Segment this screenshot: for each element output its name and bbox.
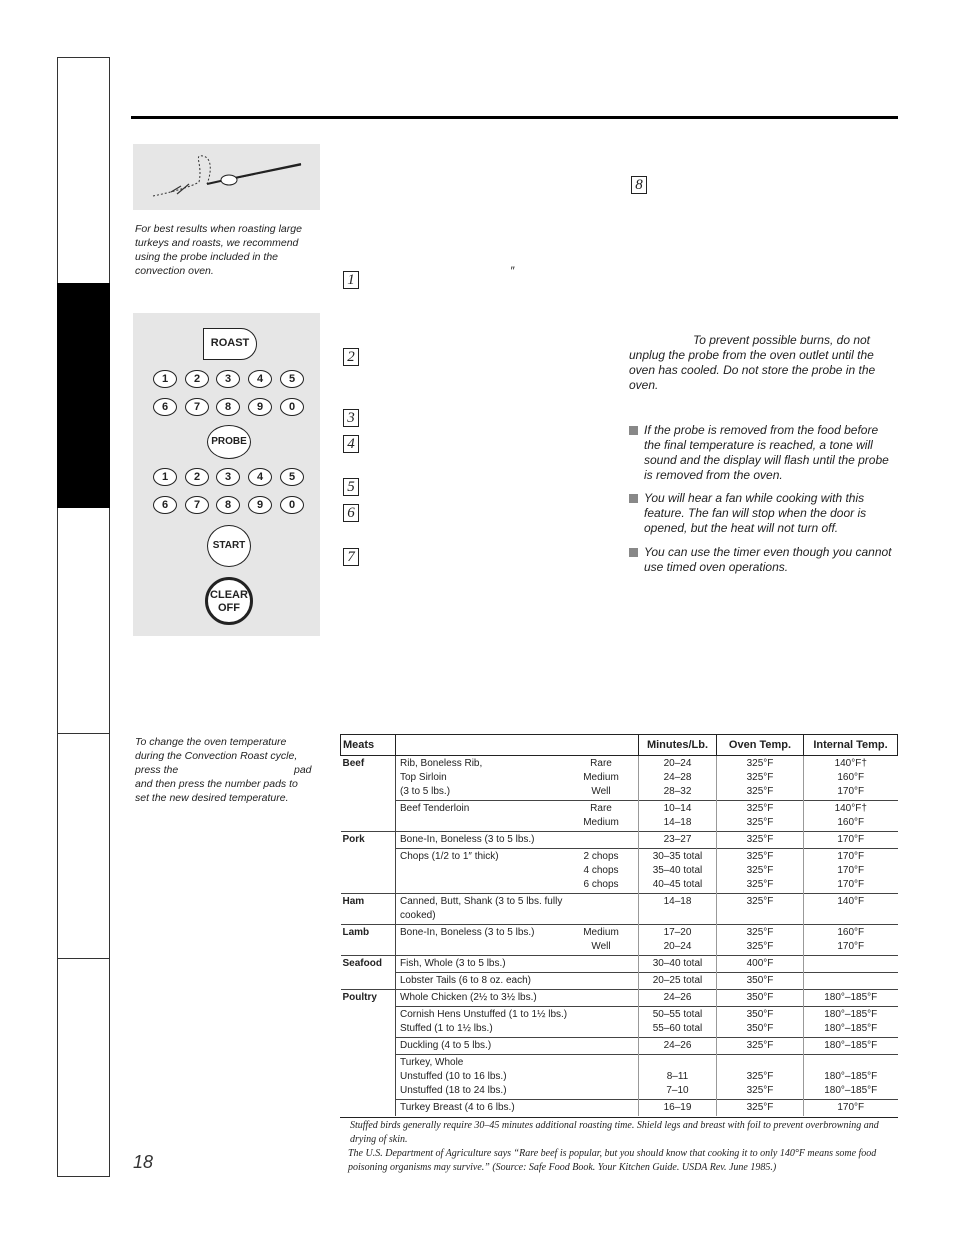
oven-temp-line: 350°F bbox=[746, 1023, 774, 1034]
oven-temp bbox=[717, 973, 804, 990]
off-label: OFF bbox=[218, 602, 240, 614]
caption-text: pad bbox=[294, 764, 312, 776]
doneness: Medium bbox=[583, 817, 619, 828]
cut-description: Stuffed (1 to 1½ lbs.) bbox=[400, 1023, 493, 1034]
oven-temp-line: 325°F bbox=[746, 896, 774, 907]
table-row bbox=[341, 832, 898, 849]
step-7-box: 7 bbox=[343, 548, 359, 566]
clear-label: CLEAR bbox=[210, 589, 248, 601]
num-key[interactable]: 8 bbox=[216, 496, 240, 514]
cut-cell bbox=[396, 925, 639, 956]
num-key[interactable]: 2 bbox=[185, 468, 209, 486]
minutes-per-lb bbox=[639, 894, 717, 925]
minutes-per-lb bbox=[639, 832, 717, 849]
cut-description: Canned, Butt, Shank (3 to 5 lbs. fully cooked) bbox=[400, 896, 563, 921]
cut-description: Rib, Boneless Rib, bbox=[400, 758, 483, 769]
cut-cell bbox=[396, 1100, 639, 1117]
internal-temp-line: 160°F bbox=[837, 772, 865, 783]
internal-temp-line: 180°–185°F bbox=[824, 992, 878, 1003]
table-row bbox=[341, 1007, 898, 1038]
internal-temp bbox=[804, 756, 898, 801]
oven-temp-line: 350°F bbox=[746, 975, 774, 986]
internal-temp bbox=[804, 1007, 898, 1038]
internal-temp bbox=[804, 990, 898, 1007]
minutes-per-lb-line: 17–20 bbox=[663, 927, 692, 938]
cut-cell bbox=[396, 973, 639, 990]
oven-temp-line: 350°F bbox=[746, 992, 774, 1003]
oven-temp-line: 325°F bbox=[746, 879, 774, 890]
cut-cell bbox=[396, 894, 639, 925]
num-key[interactable]: 1 bbox=[153, 468, 177, 486]
internal-temp bbox=[804, 973, 898, 990]
cut-cell bbox=[396, 1007, 639, 1038]
footnote-stuffing: Stuffed birds generally require 30–45 minutes additional roasting time. Shield legs and breast with foil to prevent overbrowning and drying of skin. bbox=[350, 1120, 879, 1145]
cut-description: Duckling (4 to 5 lbs.) bbox=[400, 1040, 492, 1051]
cut-description: Lobster Tails (6 to 8 oz. each) bbox=[400, 975, 531, 986]
internal-temp-line: 180°–185°F bbox=[824, 1071, 878, 1082]
caution-note: To prevent possible burns, do not unplug the probe from the oven outlet until the oven has cooled. Do not store the probe in the oven. bbox=[629, 333, 876, 392]
internal-temp bbox=[804, 1038, 898, 1055]
caption-line: set the new desired temperature. bbox=[135, 792, 289, 804]
header-cut bbox=[396, 735, 639, 756]
num-key[interactable]: 6 bbox=[153, 496, 177, 514]
doneness: 6 chops bbox=[583, 879, 619, 890]
caption-line: To change the oven temperature bbox=[135, 736, 287, 748]
meat-category: Lamb bbox=[341, 925, 396, 956]
cut-cell bbox=[396, 990, 639, 1007]
minutes-per-lb-line: 20–24 bbox=[663, 941, 692, 952]
cut-description: Top Sirloin bbox=[400, 772, 447, 783]
internal-temp-line: 140°F bbox=[837, 896, 865, 907]
oven-temp bbox=[717, 1007, 804, 1038]
internal-temp-line: 180°–185°F bbox=[824, 1085, 878, 1096]
minutes-per-lb-line: 55–60 total bbox=[652, 1023, 703, 1034]
doneness bbox=[572, 1056, 634, 1070]
cut-line bbox=[400, 878, 634, 892]
meat-category bbox=[341, 801, 396, 832]
doneness bbox=[572, 974, 634, 988]
caption-line bbox=[135, 763, 320, 777]
doneness: Medium bbox=[583, 927, 619, 938]
doneness: Well bbox=[591, 941, 611, 952]
cut-description: Bone-In, Boneless (3 to 5 lbs.) bbox=[400, 927, 535, 938]
cut-description: Beef Tenderloin bbox=[400, 803, 470, 814]
minutes-per-lb-line: 30–35 total bbox=[652, 851, 703, 862]
cut-cell bbox=[396, 832, 639, 849]
bullet-note bbox=[644, 545, 896, 575]
num-key[interactable]: 9 bbox=[248, 496, 272, 514]
table-header-row bbox=[341, 735, 898, 756]
minutes-per-lb-line: 14–18 bbox=[663, 817, 692, 828]
minutes-per-lb-line: 16–19 bbox=[663, 1102, 692, 1113]
internal-temp-line: 170°F bbox=[837, 865, 865, 876]
minutes-per-lb-line: 14–18 bbox=[663, 896, 692, 907]
change-temp-caption bbox=[135, 735, 320, 805]
header-rule bbox=[131, 116, 898, 119]
num-key[interactable]: 6 bbox=[153, 398, 177, 416]
cut-cell bbox=[396, 756, 639, 801]
num-key[interactable]: 7 bbox=[185, 496, 209, 514]
minutes-per-lb bbox=[639, 801, 717, 832]
oven-temp bbox=[717, 1038, 804, 1055]
roasting-guide-table bbox=[340, 734, 898, 1116]
cut-line bbox=[400, 1101, 634, 1115]
footnote-usda: The U.S. Department of Agriculture says “Rare beef is popular, but you should know that cooking it to only 140°F means some food poisoning organisms may survive.” (Source: Safe Food Book. Your Kitchen Guide. USDA Rev. June 1985.) bbox=[348, 1148, 877, 1173]
minutes-per-lb-line: 24–26 bbox=[663, 992, 692, 1003]
caption-text: press the bbox=[135, 764, 179, 776]
num-key[interactable]: 5 bbox=[280, 468, 304, 486]
cut-line bbox=[400, 833, 634, 847]
oven-temp bbox=[717, 849, 804, 894]
minutes-per-lb-line: 20–25 total bbox=[652, 975, 703, 986]
internal-temp bbox=[804, 832, 898, 849]
meat-category: Poultry bbox=[341, 990, 396, 1007]
minutes-per-lb-line: 30–40 total bbox=[652, 958, 703, 969]
cut-description: Chops (1/2 to 1″ thick) bbox=[400, 851, 499, 862]
minutes-per-lb bbox=[639, 1055, 717, 1100]
probe-illustration bbox=[133, 144, 320, 210]
doneness bbox=[572, 1039, 634, 1053]
minutes-per-lb-line: 28–32 bbox=[663, 786, 692, 797]
minutes-per-lb-line: 50–55 total bbox=[652, 1009, 703, 1020]
table-row bbox=[341, 990, 898, 1007]
cut-line bbox=[400, 1039, 634, 1053]
page-number: 18 bbox=[133, 1152, 154, 1172]
step-1-text: ″ bbox=[510, 264, 515, 278]
oven-temp bbox=[717, 990, 804, 1007]
oven-temp-line: 325°F bbox=[746, 851, 774, 862]
cut-description: Turkey Breast (4 to 6 lbs.) bbox=[400, 1102, 515, 1113]
clear-off-key[interactable] bbox=[205, 577, 253, 625]
doneness bbox=[578, 895, 634, 923]
internal-temp-line: 180°–185°F bbox=[824, 1009, 878, 1020]
cut-line bbox=[400, 785, 634, 799]
cut-description: Bone-In, Boneless (3 to 5 lbs.) bbox=[400, 834, 535, 845]
table-row bbox=[341, 756, 898, 801]
keypad-illustration bbox=[133, 313, 320, 636]
meat-category bbox=[341, 1100, 396, 1117]
doneness bbox=[572, 1070, 634, 1084]
cut-line bbox=[400, 864, 634, 878]
minutes-per-lb bbox=[639, 1038, 717, 1055]
num-key[interactable]: 8 bbox=[216, 398, 240, 416]
cut-line bbox=[400, 974, 634, 988]
num-key[interactable]: 7 bbox=[185, 398, 209, 416]
minutes-per-lb bbox=[639, 1100, 717, 1117]
active-section-tab bbox=[57, 283, 110, 508]
bullet-note bbox=[644, 423, 896, 483]
roast-key[interactable]: ROAST bbox=[203, 328, 257, 360]
internal-temp bbox=[804, 1055, 898, 1100]
cut-line bbox=[400, 757, 634, 771]
num-key[interactable]: 2 bbox=[185, 370, 209, 388]
meat-category bbox=[341, 1038, 396, 1055]
table-row bbox=[341, 1038, 898, 1055]
tab-divider bbox=[58, 733, 109, 734]
bullet-square-icon bbox=[629, 426, 638, 435]
minutes-per-lb-line: 7–10 bbox=[666, 1085, 689, 1096]
table-bottom-rule bbox=[340, 1117, 898, 1118]
cut-description: Cornish Hens Unstuffed (1 to 1½ lbs.) bbox=[400, 1009, 568, 1020]
cut-line bbox=[400, 771, 634, 785]
minutes-per-lb-line: 40–45 total bbox=[652, 879, 703, 890]
internal-temp-line: 170°F bbox=[837, 1102, 865, 1113]
doneness: Rare bbox=[590, 758, 612, 769]
minutes-per-lb bbox=[639, 956, 717, 973]
internal-temp-line: 160°F bbox=[837, 817, 865, 828]
internal-temp-line: 170°F bbox=[837, 941, 865, 952]
cut-cell bbox=[396, 801, 639, 832]
doneness: Well bbox=[591, 786, 611, 797]
oven-temp-line: 350°F bbox=[746, 1009, 774, 1020]
meat-category bbox=[341, 849, 396, 894]
header-oven-temp: Oven Temp. bbox=[717, 735, 804, 756]
oven-temp-line: 325°F bbox=[746, 834, 774, 845]
cut-line bbox=[400, 940, 634, 954]
minutes-per-lb bbox=[639, 973, 717, 990]
internal-temp-line: 180°–185°F bbox=[824, 1040, 878, 1051]
step-2-box: 2 bbox=[343, 348, 359, 366]
cut-line bbox=[400, 850, 634, 864]
oven-temp-line: 325°F bbox=[746, 941, 774, 952]
bullet-square-icon bbox=[629, 548, 638, 557]
cut-line bbox=[400, 895, 634, 923]
table-body bbox=[341, 756, 898, 1117]
meat-category: Seafood bbox=[341, 956, 396, 973]
probe-icon bbox=[133, 144, 320, 210]
doneness bbox=[572, 1084, 634, 1098]
internal-temp bbox=[804, 956, 898, 973]
table-row bbox=[341, 1100, 898, 1117]
oven-temp-line: 325°F bbox=[746, 1085, 774, 1096]
internal-temp bbox=[804, 894, 898, 925]
num-key[interactable]: 4 bbox=[248, 468, 272, 486]
oven-temp-line: 325°F bbox=[746, 817, 774, 828]
num-key[interactable]: 5 bbox=[280, 370, 304, 388]
doneness bbox=[572, 1101, 634, 1115]
cut-description: Unstuffed (18 to 24 lbs.) bbox=[400, 1085, 507, 1096]
tab-divider bbox=[58, 958, 109, 959]
cut-line bbox=[400, 1070, 634, 1084]
cut-line bbox=[400, 926, 634, 940]
header-internal-temp: Internal Temp. bbox=[804, 735, 898, 756]
minutes-per-lb-line: 24–28 bbox=[663, 772, 692, 783]
minutes-per-lb-line: 23–27 bbox=[663, 834, 692, 845]
oven-temp-line: 325°F bbox=[746, 1102, 774, 1113]
doneness bbox=[572, 1022, 634, 1036]
internal-temp bbox=[804, 849, 898, 894]
oven-temp bbox=[717, 832, 804, 849]
doneness: Medium bbox=[583, 772, 619, 783]
table-row bbox=[341, 894, 898, 925]
num-key[interactable]: 3 bbox=[216, 370, 240, 388]
cut-line bbox=[400, 1056, 634, 1070]
bullet-text: If the probe is removed from the food before the final temperature is reached, a tone will sound and the display will flash until the probe is removed from the oven. bbox=[644, 423, 889, 482]
doneness bbox=[572, 991, 634, 1005]
minutes-per-lb-line: 20–24 bbox=[663, 758, 692, 769]
internal-temp-line: 140°F† bbox=[834, 803, 867, 814]
minutes-per-lb-line bbox=[643, 1056, 712, 1070]
oven-temp-line: 325°F bbox=[746, 772, 774, 783]
cut-description: Unstuffed (10 to 16 lbs.) bbox=[400, 1071, 507, 1082]
oven-temp-line: 400°F bbox=[746, 958, 774, 969]
internal-temp-line: 160°F bbox=[837, 927, 865, 938]
minutes-per-lb-line: 24–26 bbox=[663, 1040, 692, 1051]
step-4-box: 4 bbox=[343, 435, 359, 453]
minutes-per-lb-line: 8–11 bbox=[666, 1071, 689, 1082]
cut-line bbox=[400, 802, 634, 816]
oven-temp-line: 325°F bbox=[746, 927, 774, 938]
header-minutes: Minutes/Lb. bbox=[639, 735, 717, 756]
meat-category: Pork bbox=[341, 832, 396, 849]
cut-cell bbox=[396, 956, 639, 973]
meat-category bbox=[341, 1055, 396, 1100]
oven-temp-line: 325°F bbox=[746, 1071, 774, 1082]
oven-temp bbox=[717, 801, 804, 832]
oven-temp-line bbox=[721, 1056, 799, 1070]
bullet-text: You will hear a fan while cooking with this feature. The fan will stop when the door is opened, but the heat will not turn off. bbox=[644, 491, 867, 535]
internal-temp-line bbox=[808, 1056, 894, 1070]
table-row bbox=[341, 956, 898, 973]
minutes-per-lb bbox=[639, 756, 717, 801]
oven-temp bbox=[717, 1100, 804, 1117]
minutes-per-lb bbox=[639, 849, 717, 894]
internal-temp-line: 170°F bbox=[837, 851, 865, 862]
num-key[interactable]: 4 bbox=[248, 370, 272, 388]
cut-line bbox=[400, 991, 634, 1005]
step-6-box: 6 bbox=[343, 504, 359, 522]
meat-category: Ham bbox=[341, 894, 396, 925]
meat-category: Beef bbox=[341, 756, 396, 801]
internal-temp-line: 170°F bbox=[837, 879, 865, 890]
doneness: 2 chops bbox=[583, 851, 619, 862]
oven-temp-line: 325°F bbox=[746, 1040, 774, 1051]
table-row bbox=[341, 973, 898, 990]
cut-description: Whole Chicken (2½ to 3½ lbs.) bbox=[400, 992, 537, 1003]
internal-temp-line bbox=[808, 957, 894, 971]
cut-line bbox=[400, 1084, 634, 1098]
table-row bbox=[341, 1055, 898, 1100]
doneness: Rare bbox=[590, 803, 612, 814]
internal-temp-line: 170°F bbox=[837, 786, 865, 797]
meat-category bbox=[341, 973, 396, 990]
oven-temp bbox=[717, 756, 804, 801]
oven-temp bbox=[717, 894, 804, 925]
bullet-text: You can use the timer even though you cannot use timed oven operations. bbox=[644, 545, 892, 574]
step-5-box: 5 bbox=[343, 478, 359, 496]
internal-temp-line: 180°–185°F bbox=[824, 1023, 878, 1034]
oven-temp bbox=[717, 956, 804, 973]
cut-description: (3 to 5 lbs.) bbox=[400, 786, 451, 797]
step-3-box: 3 bbox=[343, 409, 359, 427]
cut-line bbox=[400, 1008, 634, 1022]
minutes-per-lb bbox=[639, 925, 717, 956]
oven-temp bbox=[717, 1055, 804, 1100]
doneness bbox=[572, 833, 634, 847]
minutes-per-lb-line: 10–14 bbox=[663, 803, 692, 814]
cut-description: Turkey, Whole bbox=[400, 1057, 464, 1068]
oven-temp-line: 325°F bbox=[746, 865, 774, 876]
num-key[interactable]: 0 bbox=[280, 398, 304, 416]
bullet-note bbox=[644, 491, 884, 536]
doneness: 4 chops bbox=[583, 865, 619, 876]
table-row bbox=[341, 925, 898, 956]
probe-caption: For best results when roasting large turkeys and roasts, we recommend using the probe included in the convection oven. bbox=[135, 223, 302, 277]
cut-line bbox=[400, 816, 634, 830]
caption-line: during the Convection Roast cycle, bbox=[135, 750, 298, 762]
caption-line: and then press the number pads to bbox=[135, 778, 298, 790]
cut-line bbox=[400, 957, 634, 971]
table-row bbox=[341, 849, 898, 894]
internal-temp-line: 170°F bbox=[837, 834, 865, 845]
internal-temp bbox=[804, 801, 898, 832]
meat-category bbox=[341, 1007, 396, 1038]
probe-key[interactable]: PROBE bbox=[207, 425, 251, 459]
internal-temp-line bbox=[808, 974, 894, 988]
oven-temp-line: 325°F bbox=[746, 758, 774, 769]
table-row bbox=[341, 801, 898, 832]
header-meats: Meats bbox=[341, 735, 396, 756]
num-key[interactable]: 3 bbox=[216, 468, 240, 486]
minutes-per-lb bbox=[639, 1007, 717, 1038]
num-key[interactable]: 9 bbox=[248, 398, 272, 416]
oven-temp-line: 325°F bbox=[746, 786, 774, 797]
doneness bbox=[572, 1008, 634, 1022]
cut-cell bbox=[396, 1055, 639, 1100]
minutes-per-lb-line: 35–40 total bbox=[652, 865, 703, 876]
doneness bbox=[572, 957, 634, 971]
oven-temp-line: 325°F bbox=[746, 803, 774, 814]
cut-cell bbox=[396, 849, 639, 894]
num-key[interactable]: 0 bbox=[280, 496, 304, 514]
cut-line bbox=[400, 1022, 634, 1036]
num-key[interactable]: 1 bbox=[153, 370, 177, 388]
internal-temp-line: 140°F† bbox=[834, 758, 867, 769]
bullet-square-icon bbox=[629, 494, 638, 503]
cut-cell bbox=[396, 1038, 639, 1055]
oven-temp bbox=[717, 925, 804, 956]
internal-temp bbox=[804, 925, 898, 956]
minutes-per-lb bbox=[639, 990, 717, 1007]
cut-description: Fish, Whole (3 to 5 lbs.) bbox=[400, 958, 506, 969]
section-tab-frame bbox=[57, 57, 110, 1177]
step-1-box: 1 bbox=[343, 271, 359, 289]
start-key[interactable]: START bbox=[207, 525, 251, 567]
internal-temp bbox=[804, 1100, 898, 1117]
step-8-box: 8 bbox=[631, 176, 647, 194]
